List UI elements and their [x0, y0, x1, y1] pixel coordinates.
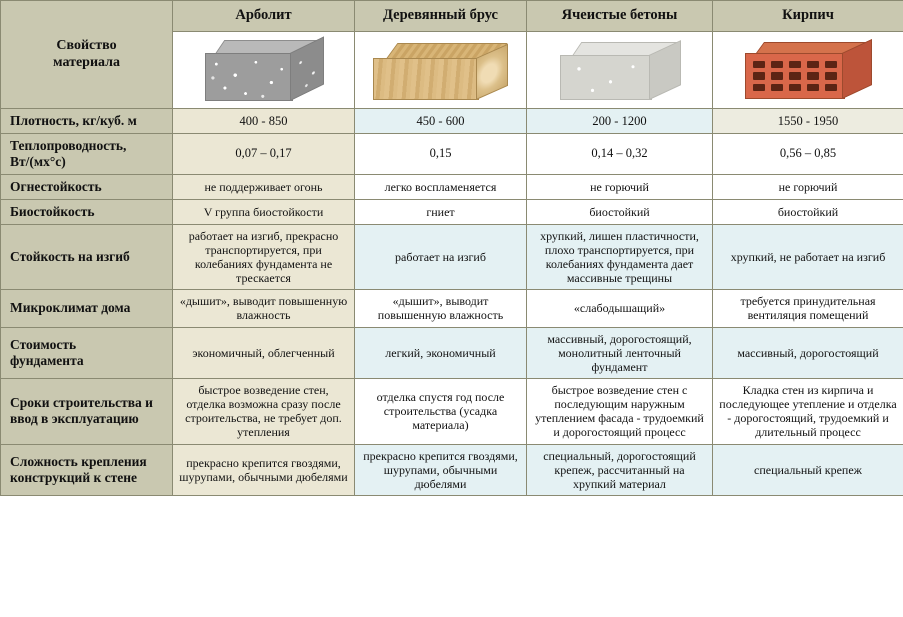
- image-cell-wooden-beam: [355, 32, 527, 109]
- column-header-wooden-beam: Деревянный брус: [355, 1, 527, 32]
- table-header-row: [1, 1, 903, 32]
- cell-construction-aerated: быстрое возведение стен с последующим наружным утеплением фасада - трудоемкий и дорогостоящий процесс: [527, 379, 713, 445]
- corner-header-cell: [1, 1, 173, 109]
- cell-fastening-brick: специальный крепеж: [713, 444, 903, 495]
- cell-density-brick: 1550 - 1950: [713, 109, 903, 134]
- row-label-thermal-line2: Вт/(мх°с): [10, 153, 66, 169]
- image-cell-brick: [713, 32, 903, 109]
- column-header-brick: Кирпич: [713, 1, 903, 32]
- brick-image: [715, 36, 901, 104]
- cell-bio-arbolit: V группа биостойкости: [173, 199, 355, 224]
- cell-bio-wood: гниет: [355, 199, 527, 224]
- row-label-thermal-conductivity: [1, 133, 173, 174]
- cell-fire-wood: легко воспламеняется: [355, 174, 527, 199]
- row-label-bending: Стойкость на изгиб: [1, 224, 173, 290]
- cell-fire-brick: не горючий: [713, 174, 903, 199]
- column-header-aerated-concrete: Ячеистые бетоны: [527, 1, 713, 32]
- cell-fastening-aerated: специальный, дорогостоящий крепеж, рассчитанный на хрупкий материал: [527, 444, 713, 495]
- row-label-microclimate: Микроклимат дома: [1, 290, 173, 327]
- row-label-foundation-line2: фундамента: [10, 352, 84, 368]
- table-row: [1, 290, 903, 327]
- corner-header-line2: материала: [53, 54, 120, 70]
- column-header-arbolit: Арболит: [173, 1, 355, 32]
- cell-microclimate-arbolit: «дышит», выводит повышенную влажность: [173, 290, 355, 327]
- cell-thermal-brick: 0,56 – 0,85: [713, 133, 903, 174]
- row-label-construction-time: Сроки строительства и ввод в эксплуатацию: [1, 379, 173, 445]
- wooden-beam-image: [357, 36, 524, 104]
- cell-fire-aerated: не горючий: [527, 174, 713, 199]
- cell-density-aerated: 200 - 1200: [527, 109, 713, 134]
- table-row: [1, 174, 903, 199]
- row-label-thermal-line1: Теплопроводность,: [10, 137, 127, 153]
- cell-density-arbolit: 400 - 850: [173, 109, 355, 134]
- cell-fastening-arbolit: прекрасно крепится гвоздями, шурупами, обычными дюбелями: [173, 444, 355, 495]
- table-row: [1, 133, 903, 174]
- cell-foundation-aerated: массивный, дорогостоящий, монолитный ленточный фундамент: [527, 327, 713, 378]
- table-row: [1, 109, 903, 134]
- cell-thermal-arbolit: 0,07 – 0,17: [173, 133, 355, 174]
- cell-bio-aerated: биостойкий: [527, 199, 713, 224]
- cell-bending-wood: работает на изгиб: [355, 224, 527, 290]
- row-label-bio-resistance: Биостойкость: [1, 199, 173, 224]
- row-label-density: Плотность, кг/куб. м: [1, 109, 173, 134]
- cell-construction-brick: Кладка стен из кирпича и последующее утепление и отделка - дорогостоящий, трудоемкий и длительный процесс: [713, 379, 903, 445]
- cell-thermal-wood: 0,15: [355, 133, 527, 174]
- corner-header-line1: Свойство: [56, 37, 117, 53]
- cell-construction-arbolit: быстрое возведение стен, отделка возможна сразу после строительства, не требует доп. утепления: [173, 379, 355, 445]
- cell-bending-aerated: хрупкий, лишен пластичности, плохо транспортируется, при колебаниях фундамента дает массивные трещины: [527, 224, 713, 290]
- row-label-foundation-cost: [1, 327, 173, 378]
- cell-bending-arbolit: работает на изгиб, прекрасно транспортируется, при колебаниях фундамента не трескается: [173, 224, 355, 290]
- cell-microclimate-brick: требуется принудительная вентиляция помещений: [713, 290, 903, 327]
- image-cell-arbolit: [173, 32, 355, 109]
- aerated-concrete-block-image: [529, 36, 710, 104]
- table-row: [1, 224, 903, 290]
- row-label-foundation-line1: Стоимость: [10, 336, 77, 352]
- cell-fastening-wood: прекрасно крепится гвоздями, шурупами, обычными дюбелями: [355, 444, 527, 495]
- cell-fire-arbolit: не поддерживает огонь: [173, 174, 355, 199]
- cell-microclimate-aerated: «слабодышащий»: [527, 290, 713, 327]
- cell-foundation-arbolit: экономичный, облегченный: [173, 327, 355, 378]
- cell-construction-wood: отделка спустя год после строительства (усадка материала): [355, 379, 527, 445]
- cell-bio-brick: биостойкий: [713, 199, 903, 224]
- row-label-fastening: Сложность крепления конструкций к стене: [1, 444, 173, 495]
- cell-bending-brick: хрупкий, не работает на изгиб: [713, 224, 903, 290]
- cell-density-wood: 450 - 600: [355, 109, 527, 134]
- cell-foundation-brick: массивный, дорогостоящий: [713, 327, 903, 378]
- cell-foundation-wood: легкий, экономичный: [355, 327, 527, 378]
- table-row: [1, 327, 903, 378]
- cell-thermal-aerated: 0,14 – 0,32: [527, 133, 713, 174]
- table-row: [1, 199, 903, 224]
- image-cell-aerated-concrete: [527, 32, 713, 109]
- table-row: [1, 444, 903, 495]
- cell-microclimate-wood: «дышит», выводит повышенную влажность: [355, 290, 527, 327]
- table-row: [1, 379, 903, 445]
- arbolit-block-image: [175, 36, 352, 104]
- row-label-fire-resistance: Огнестойкость: [1, 174, 173, 199]
